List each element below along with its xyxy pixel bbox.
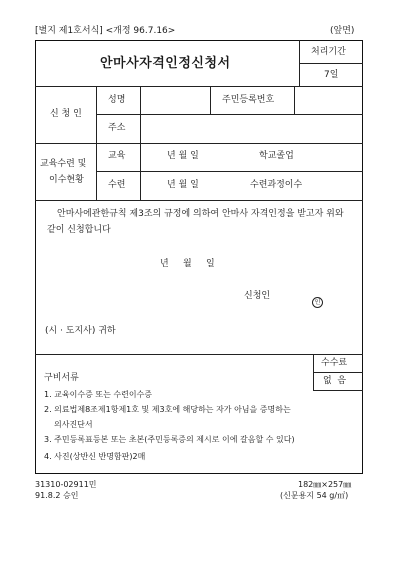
address-label: 주소 bbox=[108, 123, 126, 133]
divider bbox=[35, 86, 363, 87]
resident-id-label: 주민등록번호 bbox=[222, 95, 275, 105]
divider bbox=[313, 372, 363, 373]
paper-size: 182㎜×257㎜ bbox=[298, 480, 352, 489]
page-side-label: (앞면) bbox=[330, 26, 355, 36]
divider bbox=[35, 200, 363, 201]
required-docs-title: 구비서류 bbox=[44, 373, 79, 383]
required-doc-item: 1. 교육이수증 또는 수련이수증 bbox=[44, 390, 152, 399]
education-date: 년 월 일 bbox=[167, 151, 199, 161]
training-label: 수련 bbox=[108, 180, 126, 190]
form-title: 안마사자격인정신청서 bbox=[100, 56, 231, 71]
divider bbox=[96, 114, 363, 115]
application-statement: 안마사에관한규칙 제3조의 규정에 의하여 안마사 자격인정을 받고자 위와 같이 신청합니다 bbox=[47, 209, 344, 235]
addressee: (시 · 도지사) 귀하 bbox=[45, 326, 116, 336]
required-doc-item: 3. 주민등록표등본 또는 초본(주민등록증의 제시로 이에 갈음할 수 있다) bbox=[44, 435, 295, 444]
required-doc-item: 4. 사진(상반신 반명함판)2매 bbox=[44, 452, 146, 461]
processing-period-label: 처리기간 bbox=[311, 47, 346, 57]
training-value: 수련과정이수 bbox=[250, 180, 303, 190]
training-date: 년 월 일 bbox=[167, 180, 199, 190]
processing-period-value: 7일 bbox=[324, 70, 339, 80]
divider bbox=[299, 63, 363, 64]
fee-value: 없 음 bbox=[323, 376, 347, 386]
seal-icon: 인 bbox=[312, 291, 323, 308]
fee-label: 수수료 bbox=[321, 358, 348, 368]
education-section-label-2: 이수현황 bbox=[49, 175, 84, 185]
divider bbox=[35, 143, 363, 144]
required-doc-item: 2. 의료법제8조제1항제1호 및 제3호에 해당하는 자가 아님을 증명하는 bbox=[44, 405, 291, 414]
applicant-label: 신 청 인 bbox=[50, 109, 82, 119]
required-doc-item: 의사진단서 bbox=[54, 420, 93, 429]
divider bbox=[294, 86, 295, 114]
form-number: [별지 제1호서식] <개정 96.7.16> bbox=[35, 26, 176, 36]
education-value: 학교졸업 bbox=[259, 151, 294, 161]
education-label: 교육 bbox=[108, 151, 126, 161]
form-code: 31310-02911민 bbox=[35, 480, 97, 489]
application-date: 년 월 일 bbox=[160, 259, 215, 269]
approval-date: 91.8.2 승인 bbox=[35, 491, 79, 500]
applicant-signature-label: 신청인 bbox=[244, 291, 271, 301]
divider bbox=[210, 86, 211, 114]
paper-type: (신문용지 54 g/㎡) bbox=[280, 491, 349, 500]
divider bbox=[96, 171, 363, 172]
divider bbox=[313, 390, 363, 391]
education-section-label: 교육수련 및 bbox=[40, 159, 87, 169]
name-label: 성명 bbox=[108, 95, 126, 105]
